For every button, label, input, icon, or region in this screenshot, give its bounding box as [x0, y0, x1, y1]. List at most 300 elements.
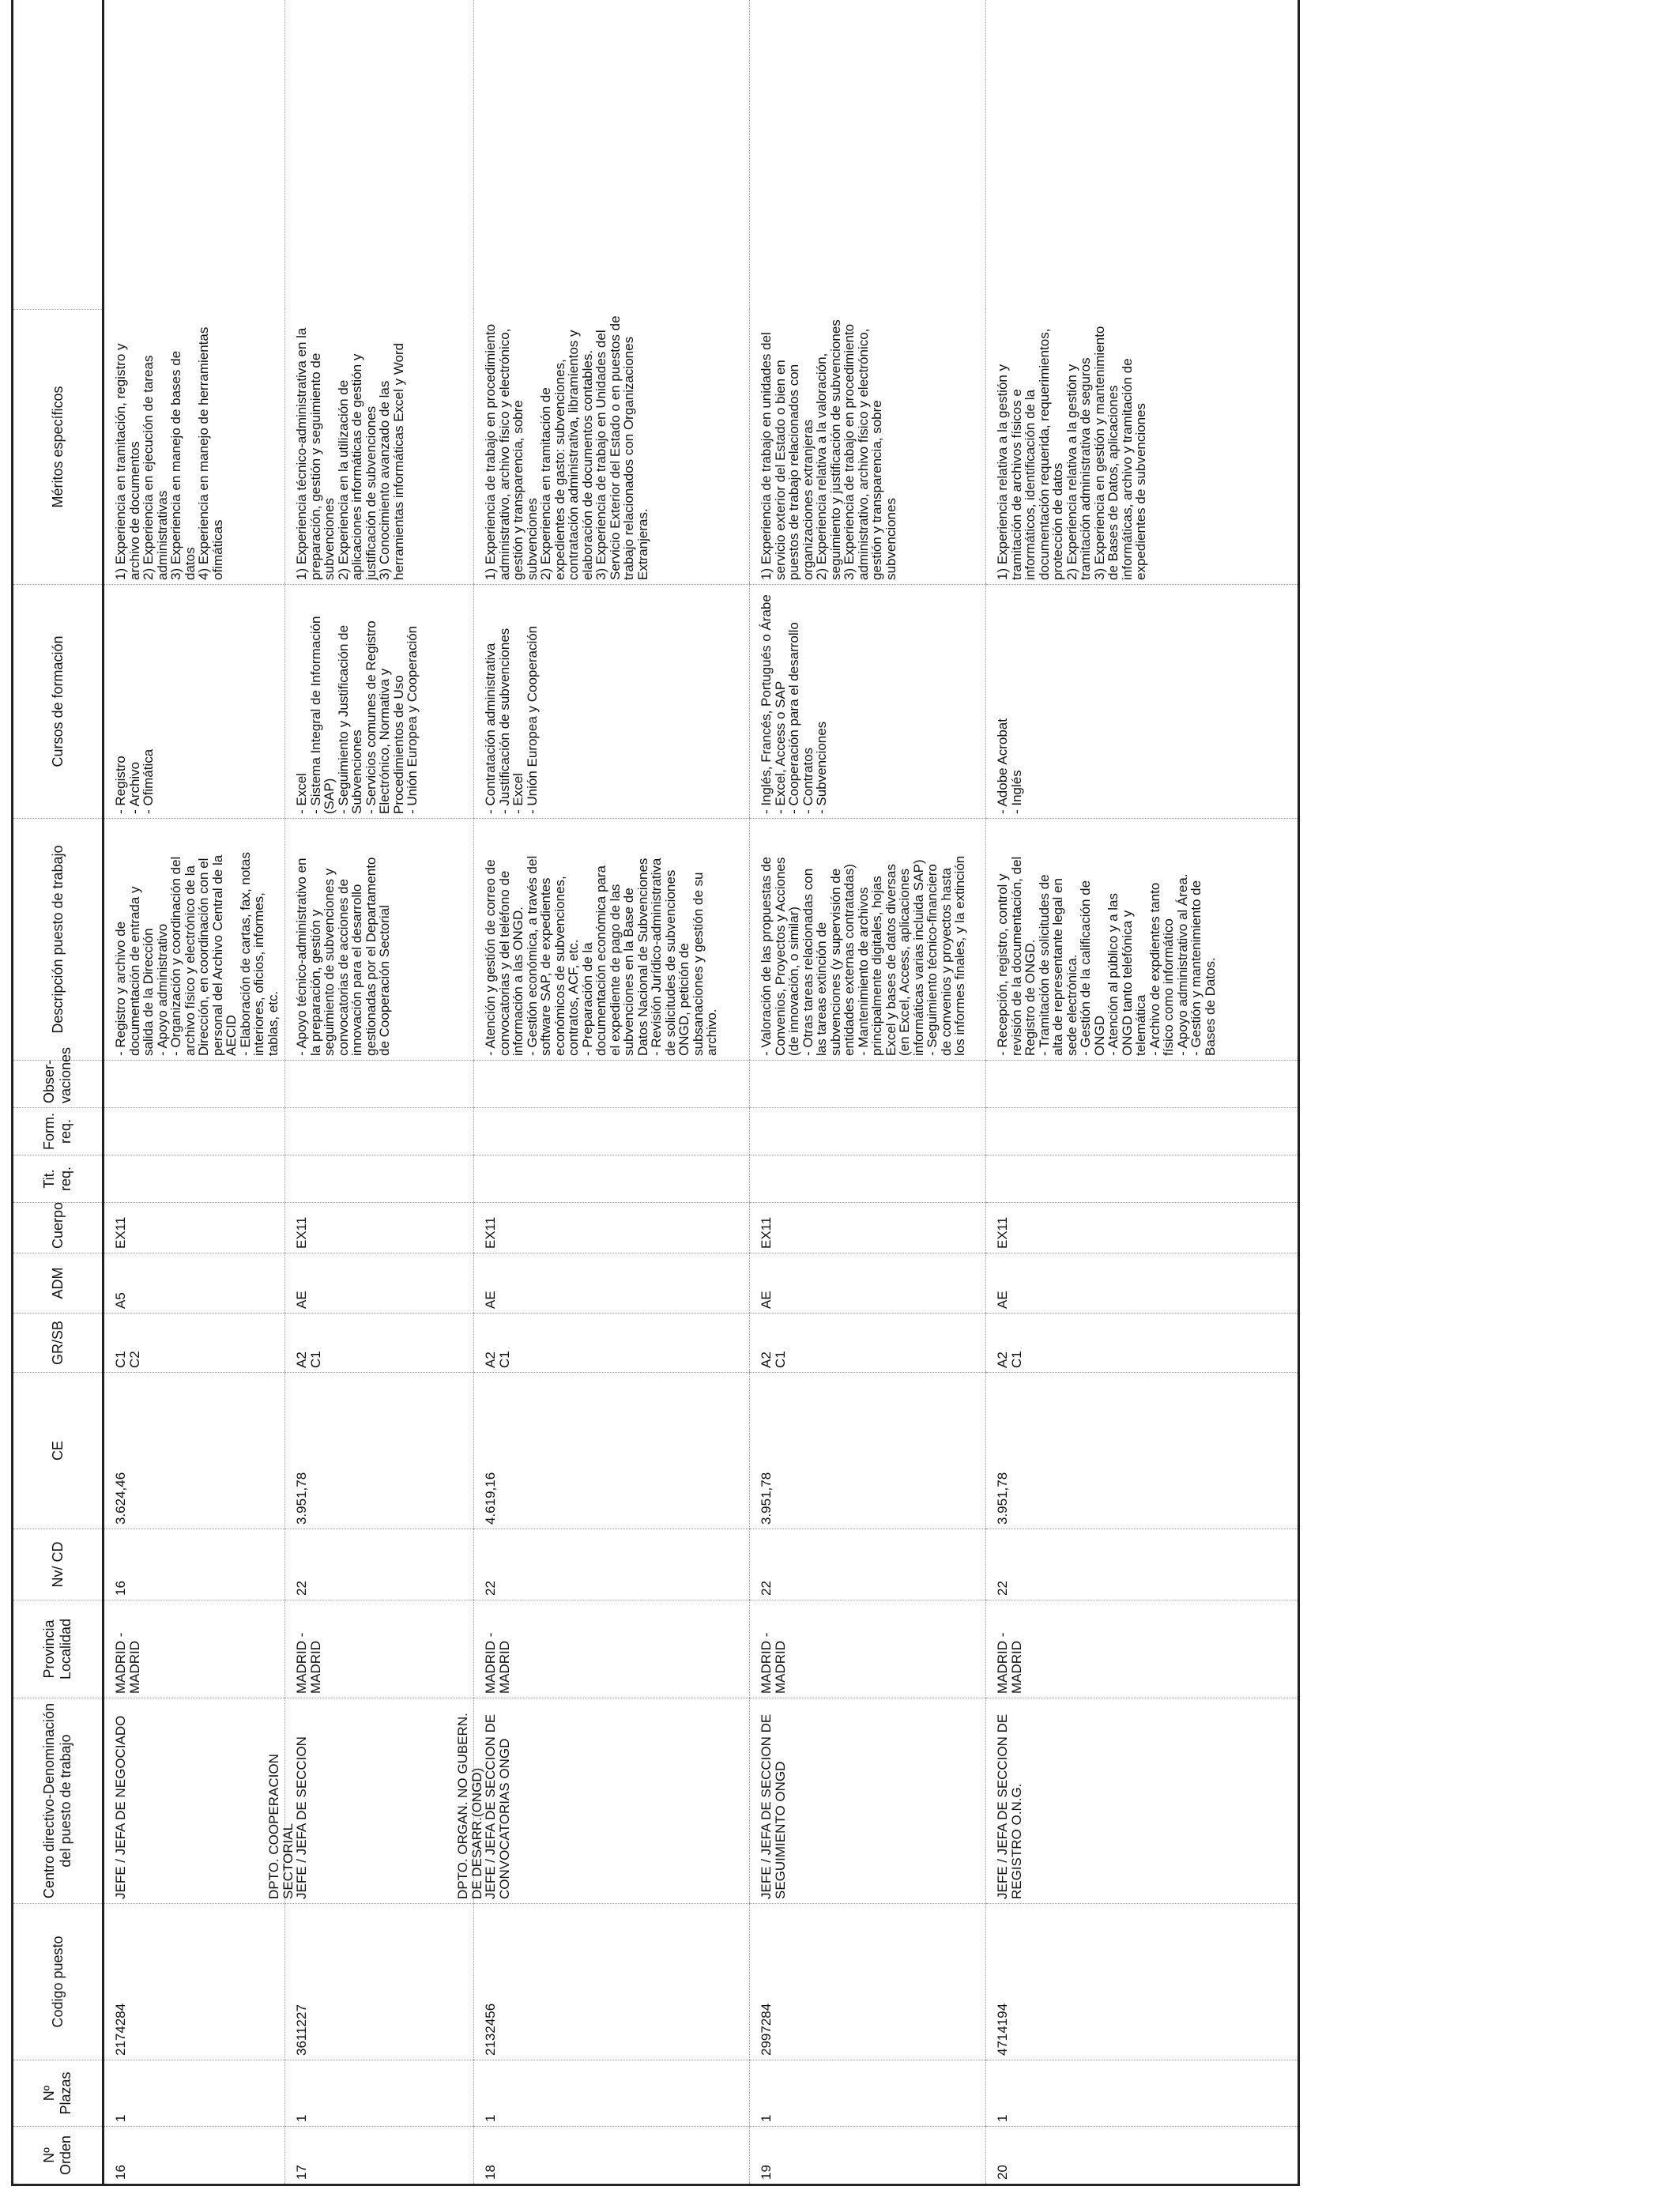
nivel-value: 22 — [759, 1581, 774, 1596]
descripcion-line: económicos de subvenciones, — [552, 876, 567, 1056]
merito-line: administrativo, archivo físico y electrónico, — [855, 328, 871, 580]
cell-formacion-req — [285, 1108, 474, 1155]
descripcion-line: - Apoyo técnico-administrativo en — [294, 858, 309, 1056]
merito-line: Extranjeras. — [635, 508, 650, 580]
plazas-value: 1 — [995, 2114, 1010, 2122]
department-name: DPTO. COOPERACION SECTORIAL — [266, 1754, 296, 1899]
header-orden: Nº Orden — [13, 2127, 104, 2185]
curso-item: - Registro — [113, 756, 128, 814]
descripcion-line: - Organización y coordinación del — [168, 856, 183, 1056]
cell-formacion-req — [104, 1108, 285, 1155]
cell-provincia — [986, 1600, 1299, 1698]
descripcion-line: la preparación, gestión y — [307, 909, 323, 1056]
nivel-value: 22 — [483, 1581, 498, 1596]
cell-nivel — [285, 1529, 474, 1600]
descripcion-line: - Elaboración de cartas, fax, notas — [237, 852, 253, 1056]
descripcion-line: subsanaciones y gestión de su — [690, 872, 706, 1056]
cell-ce — [986, 1373, 1299, 1529]
provincia-value: MADRID - MADRID — [483, 1632, 512, 1694]
curso-item: - Contratación administrativa — [483, 643, 498, 814]
curso-item: - Ofimática — [141, 748, 156, 814]
cuerpo-value: EX11 — [113, 1216, 128, 1249]
descripcion-line: principalmente digitales, hojas — [869, 876, 884, 1056]
orden-value: 19 — [759, 2165, 774, 2180]
merito-line: seguimiento y justificación de subvenciones — [827, 319, 843, 580]
cell-observaciones — [104, 1061, 285, 1108]
descripcion-line: innovación para el desarrollo — [349, 884, 364, 1056]
cell-meritos — [986, 0, 1299, 585]
cell-cursos — [474, 585, 750, 819]
curso-item: Electrónico, Normativa y — [377, 668, 392, 814]
cell-centro — [986, 1698, 1299, 1904]
descripcion-line: personal del Archivo Central de la — [209, 854, 225, 1056]
table-row — [986, 0, 1299, 2185]
merito-line: 1) Experiencia técnico-administrativa en la — [294, 327, 309, 580]
provincia-value: MADRID - MADRID — [113, 1632, 142, 1694]
cell-codigo — [750, 1904, 986, 2060]
cell-plazas — [986, 2060, 1299, 2127]
curso-item: - Inglés — [1008, 770, 1024, 814]
descripcion-line: - Preparación de la — [579, 942, 595, 1056]
cell-provincia — [750, 1600, 986, 1698]
merito-line: Servicio Exterior del Estado o en puestos de — [607, 315, 623, 580]
descripcion-line: subvenciones en la Base de — [621, 888, 636, 1056]
curso-item: - Subvenciones — [814, 721, 829, 814]
ce-value: 3.951,78 — [759, 1472, 774, 1525]
header-cursos: Cursos de formación — [13, 585, 104, 819]
cell-titulacion — [474, 1155, 750, 1203]
header-formacion-req: Form. req. — [13, 1108, 104, 1155]
cell-cuerpo — [750, 1203, 986, 1253]
cell-meritos — [474, 0, 750, 585]
table-row — [285, 0, 474, 2185]
header-adm: ADM — [13, 1253, 104, 1314]
cell-grupo — [104, 1314, 285, 1373]
plazas-value: 1 — [294, 2114, 309, 2122]
merito-line: 3) Conocimiento avanzado de las — [377, 380, 392, 580]
nivel-value: 22 — [294, 1581, 309, 1596]
provincia-value: MADRID - MADRID — [995, 1632, 1024, 1694]
puesto-name: JEFE / JEFA DE NEGOCIADO — [113, 1715, 128, 1899]
merito-line: 1) Experiencia de trabajo en unidades del — [759, 332, 774, 580]
cell-centro — [104, 1698, 285, 1904]
adm-value: A5 — [113, 1292, 128, 1309]
descripcion-line: - Apoyo administrativo al Área. — [1174, 873, 1190, 1056]
header-observaciones: Obser- vaciones — [13, 1061, 104, 1108]
descripcion-line: (de innovación, o similar) — [786, 907, 801, 1056]
merito-line: administrativas — [154, 490, 170, 580]
descripcion-line: alta de representante legal en — [1050, 878, 1065, 1056]
header-row — [13, 0, 104, 2185]
descripcion-line: - Atención y gestión de correo de — [483, 859, 498, 1056]
grupo-value: A2 — [995, 1351, 1010, 1368]
merito-line: archivo de documentos — [126, 441, 142, 580]
merito-line: subvenciones — [322, 498, 337, 580]
cell-nivel — [750, 1529, 986, 1600]
grupo-value: C1 — [772, 1351, 788, 1368]
cell-titulacion — [750, 1155, 986, 1203]
descripcion-line: de solicitudes de subvenciones — [662, 869, 678, 1056]
orden-value: 18 — [483, 2165, 498, 2180]
cell-adm — [285, 1253, 474, 1314]
orden-value: 17 — [294, 2165, 309, 2180]
cell-grupo — [750, 1314, 986, 1373]
cell-cursos — [104, 585, 285, 819]
grupo-value: A2 — [759, 1351, 774, 1368]
descripcion-line: AECID — [224, 1015, 239, 1056]
descripcion-line: el expediente de pago de las — [607, 884, 623, 1056]
cell-nivel — [474, 1529, 750, 1600]
merito-line: puestos de trabajo relacionados con — [786, 364, 801, 580]
descripcion-line: telemática — [1133, 994, 1148, 1056]
descripcion-line: entidades externas contratadas) — [842, 864, 857, 1056]
cell-orden — [474, 2127, 750, 2185]
merito-line: informáticos, identificación de la — [1023, 390, 1038, 580]
cell-cuerpo — [474, 1203, 750, 1253]
cell-centro — [455, 1698, 750, 1904]
curso-item: - Seguimiento y Justificación de — [335, 624, 351, 814]
cell-ce — [104, 1373, 285, 1529]
cuerpo-value: EX11 — [483, 1216, 498, 1249]
merito-line: elaboración de documentos contables. — [579, 349, 595, 580]
curso-item: - Excel — [294, 773, 309, 814]
descripcion-line: archivo. — [704, 1008, 719, 1056]
merito-line: 1) Experiencia relativa a la gestión y — [995, 364, 1010, 580]
cell-adm — [750, 1253, 986, 1314]
adm-value: AE — [759, 1291, 774, 1309]
cell-descripcion — [474, 819, 750, 1061]
grupo-value: A2 — [294, 1351, 309, 1368]
descripcion-line: gestionadas por el Departamento — [363, 857, 379, 1056]
descripcion-line: de Cooperación Sectorial — [377, 905, 392, 1056]
curso-item: - Inglés, Francés, Portugués o Árabe — [759, 594, 774, 814]
cell-grupo — [285, 1314, 474, 1373]
plazas-value: 1 — [483, 2114, 498, 2122]
descripcion-line: documentación de entrada y — [126, 886, 142, 1056]
job-positions-table — [11, 0, 1300, 2186]
cell-titulacion — [986, 1155, 1299, 1203]
grupo-value: C1 — [307, 1351, 323, 1368]
merito-line: datos — [182, 547, 198, 580]
merito-line: expedientes de subvenciones — [1133, 403, 1148, 580]
cuerpo-value: EX11 — [294, 1216, 309, 1249]
descripcion-line: convocatorias y del teléfono de — [496, 870, 512, 1056]
grupo-value: C1 — [496, 1351, 512, 1368]
cell-observaciones — [986, 1061, 1299, 1108]
descripcion-line: Excel y bases de datos diversas — [883, 864, 898, 1056]
merito-line: preparación, gestión y seguimiento de — [307, 352, 323, 580]
puesto-name: JEFE / JEFA DE SECCION DE CONVOCATORIAS ONGD — [483, 1713, 512, 1899]
descripcion-line: los informes finales, y la extinción — [952, 855, 967, 1056]
descripcion-line: salida de la Dirección — [141, 928, 156, 1056]
descripcion-line: - Tramitación de solicitudes de — [1036, 874, 1052, 1056]
curso-item: - Sistema Integral de Información — [307, 616, 323, 814]
descripcion-line: Registro de ONGD. — [1023, 939, 1038, 1056]
descripcion-line: - Valoración de las propuestas de — [759, 856, 774, 1056]
merito-line: expedientes de gasto: subvenciones, — [552, 359, 567, 580]
ce-value: 4.619,16 — [483, 1472, 498, 1525]
descripcion-line: - Recepción, registro, control y — [995, 873, 1010, 1056]
curso-item: - Cooperación para el desarrollo — [786, 622, 801, 814]
descripcion-line: archivo físico y electrónico de la — [182, 865, 198, 1056]
cell-ce — [285, 1373, 474, 1529]
cell-cursos — [285, 585, 474, 819]
cell-orden — [285, 2127, 474, 2185]
curso-item: - Justificación de subvenciones — [496, 628, 512, 814]
merito-line: administrativo, archivo físico y electrónico, — [496, 328, 512, 580]
descripcion-line: - Archivo de expdientes tanto — [1147, 882, 1162, 1056]
descripcion-line: Bases de Datos. — [1202, 957, 1218, 1056]
table-row — [750, 0, 986, 2185]
descripcion-line: ONGD, petición de — [676, 943, 691, 1056]
cell-meritos — [750, 0, 986, 585]
curso-item: Procedimientos de Uso — [390, 675, 406, 814]
puesto-name: JEFE / JEFA DE SECCION DE SEGUIMIENTO ONGD — [759, 1713, 788, 1899]
cell-provincia — [104, 1600, 285, 1698]
merito-line: gestión y transparencia, sobre — [869, 400, 884, 580]
merito-line: subvenciones — [524, 498, 540, 580]
adm-value: AE — [995, 1291, 1010, 1309]
descripcion-line: - Gestión de la calificación de — [1078, 880, 1093, 1056]
codigo-value: 3611227 — [294, 2004, 309, 2056]
descripcion-line: - Revisión Jurídico-administrativa — [649, 858, 664, 1056]
cuerpo-value: EX11 — [759, 1216, 774, 1249]
cell-provincia — [474, 1600, 750, 1698]
cell-ce — [474, 1373, 750, 1529]
merito-line: trabajo relacionados con Organizaciones — [621, 336, 636, 580]
cell-plazas — [750, 2060, 986, 2127]
merito-line: documentación requerida, requerimientos, — [1036, 328, 1052, 580]
cell-provincia — [285, 1600, 474, 1698]
cell-descripcion — [986, 819, 1299, 1061]
header-meritos-detail — [13, 0, 104, 310]
header-descripcion: Descripción puesto de trabajo — [13, 819, 104, 1061]
merito-line: contratación administrativa, libramientos y — [566, 330, 581, 580]
grupo-value: C1 — [113, 1351, 128, 1368]
descripcion-line: contratos, ACF, etc. — [566, 939, 581, 1056]
descripcion-line: - Seguimiento técnico-financiero — [925, 864, 940, 1056]
curso-item: - Adobe Acrobat — [995, 718, 1010, 814]
merito-line: 2) Experiencia en ejecución de tareas — [141, 355, 156, 580]
cell-descripcion — [750, 819, 986, 1061]
cell-orden — [104, 2127, 285, 2185]
cell-formacion-req — [750, 1108, 986, 1155]
descripcion-line: (en Excel, Access, aplicaciones — [897, 868, 912, 1056]
descripcion-line: Datos Nacional de Subvenciones — [635, 858, 650, 1056]
cell-nivel — [104, 1529, 285, 1600]
merito-line: 3) Experiencia de trabajo en procedimiento — [842, 323, 857, 580]
curso-item: - Unión Europea y Cooperación — [524, 625, 540, 814]
descripcion-line: sede electrónica. — [1064, 954, 1079, 1056]
cell-codigo — [986, 1904, 1299, 2060]
plazas-value: 1 — [759, 2114, 774, 2122]
ce-value: 3.951,78 — [995, 1472, 1010, 1525]
cell-codigo — [285, 1904, 474, 2060]
descripcion-line: software SAP, de expedientes — [538, 877, 553, 1056]
curso-item: (SAP) — [322, 778, 337, 814]
cell-observaciones — [750, 1061, 986, 1108]
merito-line: 4) Experiencia en manejo de herramientas — [196, 326, 211, 580]
orden-value: 20 — [995, 2165, 1010, 2180]
codigo-value: 2132456 — [483, 2003, 498, 2056]
descripcion-line: de convenios y proyectos hasta — [938, 867, 954, 1056]
ce-value: 3.624,46 — [113, 1472, 128, 1525]
header-ce: CE — [13, 1373, 104, 1529]
merito-line: servicio exterior del Estado o bien en — [772, 360, 788, 580]
merito-line: 2) Experiencia en la utilización de — [335, 379, 351, 580]
merito-line: ofimáticas — [209, 519, 225, 580]
provincia-value: MADRID - MADRID — [294, 1632, 323, 1694]
merito-line: aplicaciones informáticas de gestión y — [349, 353, 364, 580]
cell-nivel — [986, 1529, 1299, 1600]
descripcion-line: tablas, etc. — [265, 990, 281, 1056]
descripcion-line: documentación económica para — [593, 865, 608, 1056]
descripcion-line: ONGD — [1091, 1016, 1107, 1056]
header-nivel: Nv/ CD — [13, 1529, 104, 1600]
table-body — [104, 0, 1299, 2185]
cell-cuerpo — [986, 1203, 1299, 1253]
descripcion-line: - Apoyo administrativo — [154, 923, 170, 1056]
curso-item: Subvenciones — [349, 729, 364, 814]
dept-block — [986, 1702, 996, 1899]
puesto-name: JEFE / JEFA DE SECCION — [294, 1736, 309, 1899]
cell-adm — [986, 1253, 1299, 1314]
header-titulacion: Tit. req. — [13, 1155, 104, 1203]
cuerpo-value: EX11 — [995, 1216, 1010, 1249]
ce-value: 3.951,78 — [294, 1472, 309, 1525]
cell-ce — [750, 1373, 986, 1529]
descripcion-line: información a las ONGD. — [510, 907, 525, 1056]
header-meritos: Méritos específicos — [13, 310, 104, 585]
descripcion-line: interiores, oficios, informes, — [251, 892, 266, 1056]
merito-line: herramientas informáticas Excel y Word — [390, 342, 406, 580]
descripcion-line: informáticas varias incluida SAP) — [910, 859, 926, 1056]
adm-value: AE — [483, 1291, 498, 1309]
merito-line: 2) Experiencia en tramitación de — [538, 387, 553, 580]
merito-line: gestión y transparencia, sobre — [510, 400, 525, 580]
descripcion-line: físico como informático — [1161, 918, 1176, 1056]
cell-orden — [986, 2127, 1299, 2185]
merito-line: 3) Experiencia en gestión y mantenimiento — [1091, 326, 1107, 580]
curso-item: - Excel, Access o SAP — [772, 680, 788, 814]
adm-value: AE — [294, 1291, 309, 1309]
descripcion-line: las tareas extinción de — [814, 922, 829, 1056]
orden-value: 16 — [113, 2165, 128, 2180]
department-name: DPTO. ORGAN. NO GUBERN. DE DESARR.(ONGD) — [455, 1713, 484, 1899]
merito-line: subvenciones — [883, 498, 898, 580]
nivel-value: 16 — [113, 1581, 128, 1596]
descripcion-line: - Otras tareas relacionadas con — [800, 868, 816, 1056]
dept-block — [104, 1702, 114, 1899]
codigo-value: 2997284 — [759, 2003, 774, 2056]
cell-cuerpo — [285, 1203, 474, 1253]
descripcion-line: - Registro y archivo de — [113, 921, 128, 1056]
header-codigo: Codigo puesto — [13, 1904, 104, 2060]
curso-item: - Unión Europea y Cooperación — [405, 625, 420, 814]
descripcion-line: - Atención al público y a las — [1106, 892, 1121, 1056]
header-grupo: GR/SB — [13, 1314, 104, 1373]
cell-cursos — [750, 585, 986, 819]
header-centro: Centro directivo-Denominación del puesto de trabajo — [13, 1698, 104, 1904]
merito-line: tramitación administrativa de seguros — [1078, 357, 1093, 580]
curso-item: - Archivo — [126, 761, 142, 814]
merito-line: 1) Experiencia de trabajo en procedimiento — [483, 323, 498, 580]
cell-centro — [750, 1698, 986, 1904]
cell-formacion-req — [474, 1108, 750, 1155]
cell-codigo — [104, 1904, 285, 2060]
cell-adm — [474, 1253, 750, 1314]
merito-line: de Bases de Datos, aplicaciones — [1106, 385, 1121, 580]
descripcion-line: Dirección, en coordinación con el — [196, 858, 211, 1056]
descripcion-line: - Mantenimiento de archivos — [855, 887, 871, 1056]
codigo-value: 4714194 — [995, 2003, 1010, 2056]
merito-line: protección de datos — [1050, 462, 1065, 580]
merito-line: 3) Experiencia de trabajo en Unidades del — [593, 330, 608, 580]
codigo-value: 2174284 — [113, 2003, 128, 2056]
merito-line: 3) Experiencia en manejo de bases de — [168, 350, 183, 580]
merito-line: justificación de subvenciones — [363, 405, 379, 580]
merito-line: tramitación de archivos físicos e — [1008, 389, 1024, 580]
cell-grupo — [474, 1314, 750, 1373]
cell-meritos — [285, 0, 474, 585]
merito-line: 2) Experiencia relativa a la valoración, — [814, 352, 829, 580]
plazas-value: 1 — [113, 2114, 128, 2122]
descripcion-line: - Gestión y mantenimiento de — [1188, 880, 1203, 1056]
merito-line: 1) Experiencia en tramitación, registro y — [113, 343, 128, 580]
header-provincia: Provincia Localidad — [13, 1600, 104, 1698]
cell-centro — [266, 1698, 474, 1904]
curso-item: - Contratos — [800, 747, 816, 814]
descripcion-line: ONGD tanto telefónica y — [1119, 910, 1135, 1056]
cell-codigo — [474, 1904, 750, 2060]
cell-descripcion — [104, 819, 285, 1061]
cell-plazas — [474, 2060, 750, 2127]
descripcion-line: - Gestión económica, a través del — [524, 855, 540, 1056]
cell-meritos — [104, 0, 285, 585]
descripcion-line: convocatorias de acciones de — [335, 879, 351, 1056]
cell-plazas — [285, 2060, 474, 2127]
header-cuerpo: Cuerpo — [13, 1203, 104, 1253]
curso-item: - Servicios comunes de Registro — [363, 620, 379, 814]
merito-line: informáticas, archivo y tramitación de — [1119, 358, 1135, 580]
merito-line: 2) Experiencia relativa a la gestión y — [1064, 364, 1079, 580]
cell-cuerpo — [104, 1203, 285, 1253]
provincia-value: MADRID - MADRID — [759, 1632, 788, 1694]
cell-titulacion — [285, 1155, 474, 1203]
cell-observaciones — [474, 1061, 750, 1108]
cell-cursos — [986, 585, 1299, 819]
grupo-value: C1 — [1008, 1351, 1024, 1368]
puesto-name: JEFE / JEFA DE SECCION DE REGISTRO O.N.G. — [995, 1713, 1024, 1899]
descripcion-line: revisión de la documentación, del — [1008, 856, 1024, 1056]
descripcion-line: subvenciones (y supervisión de — [827, 868, 843, 1056]
cell-titulacion — [104, 1155, 285, 1203]
cell-observaciones — [285, 1061, 474, 1108]
descripcion-line: Convenios, Proyectos y Acciones — [772, 857, 788, 1056]
table-row — [104, 0, 285, 2185]
cell-plazas — [104, 2060, 285, 2127]
grupo-value: A2 — [483, 1351, 498, 1368]
grupo-value: C2 — [126, 1351, 142, 1368]
cell-adm — [104, 1253, 285, 1314]
cell-grupo — [986, 1314, 1299, 1373]
curso-item: - Excel — [510, 773, 525, 814]
table-row — [474, 0, 750, 2185]
cell-descripcion — [285, 819, 474, 1061]
cell-orden — [750, 2127, 986, 2185]
nivel-value: 22 — [995, 1581, 1010, 1596]
merito-line: organizaciones extranjeras — [800, 419, 816, 580]
